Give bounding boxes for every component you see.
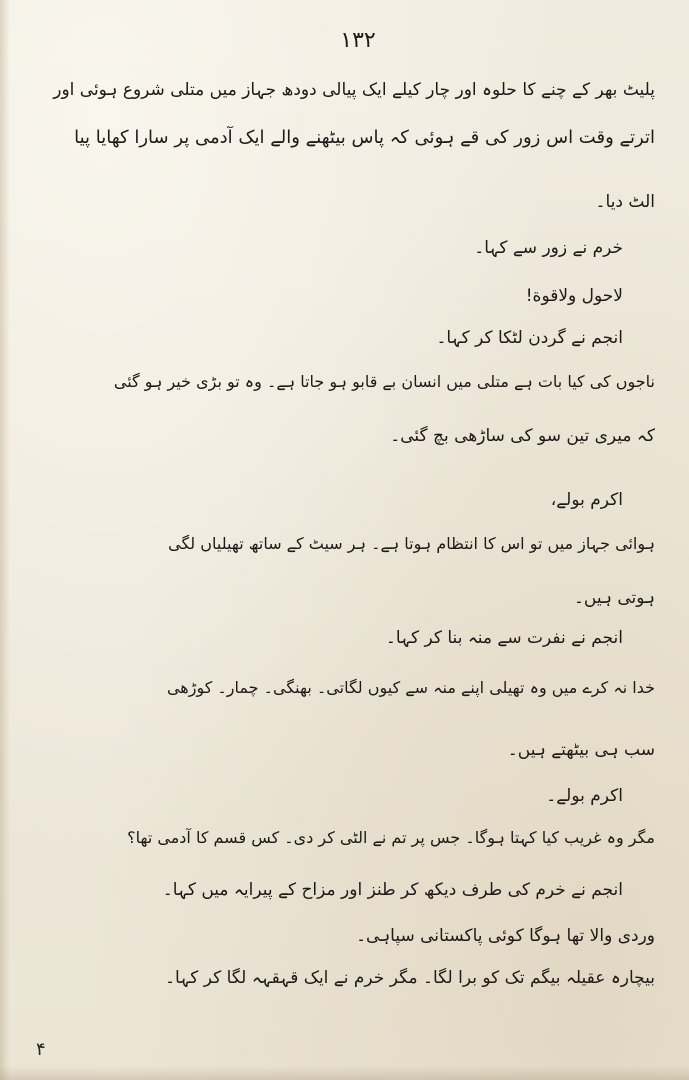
text-line-2: اترتے وقت اس زور کی قے ہوئی کہ پاس بیٹھنے والے ایک آدمی پر سارا کھایا پیا [74, 127, 655, 148]
text-line-11: ہوتی ہیں۔ [573, 588, 655, 608]
text-line-15: اکرم بولے۔ [546, 786, 623, 806]
text-line-8: کہ میری تین سو کی ساڑھی بچ گئی۔ [390, 426, 655, 446]
text-line-7: ناجوں کی کیا بات ہے متلی میں انسان بے قابو ہو جاتا ہے۔ وہ تو بڑی خیر ہو گئی [113, 372, 655, 391]
text-line-10: ہوائی جہاز میں تو اس کا انتظام ہوتا ہے۔ ہر سیٹ کے ساتھ تھیلیاں لگی [168, 534, 655, 553]
marginal-mark: ۴ [36, 1039, 46, 1060]
text-line-9: اکرم بولے، [550, 490, 623, 510]
text-line-13: خدا نہ کرے میں وہ تھیلی اپنے منہ سے کیوں لگاتی۔ بھنگی۔ چمار۔ کوڑھی [166, 678, 655, 697]
text-line-17: انجم نے خرم کی طرف دیکھ کر طنز اور مزاح کے پیرایہ میں کہا۔ [162, 880, 623, 900]
page-edge-shadow-left [0, 0, 10, 1080]
text-line-3: الٹ دیا۔ [595, 192, 655, 212]
page-edge-shadow-bottom [0, 1066, 689, 1080]
text-line-14: سب ہی بیٹھتے ہیں۔ [507, 740, 655, 760]
text-line-5: لاحول ولاقوة! [525, 286, 623, 306]
text-line-6: انجم نے گردن لٹکا کر کہا۔ [436, 328, 623, 348]
text-line-12: انجم نے نفرت سے منہ بنا کر کہا۔ [385, 628, 623, 648]
text-line-4: خرم نے زور سے کہا۔ [474, 238, 623, 258]
text-line-1: پلیٹ بھر کے چنے کا حلوہ اور چار کیلے ایک پیالی دودھ جہاز میں متلی شروع ہوئی اور [53, 80, 655, 100]
text-line-16: مگر وہ غریب کیا کہتا ہوگا۔ جس پر تم نے الٹی کر دی۔ کس قسم کا آدمی تھا؟ [127, 828, 655, 847]
text-line-18: وردی والا تھا ہوگا کوئی پاکستانی سپاہی۔ [356, 926, 655, 946]
text-line-19: بیچارہ عقیلہ بیگم تک کو برا لگا۔ مگر خرم نے ایک قہقہہ لگا کر کہا۔ [165, 968, 655, 988]
page-number: ۱۳۲ [340, 28, 376, 53]
